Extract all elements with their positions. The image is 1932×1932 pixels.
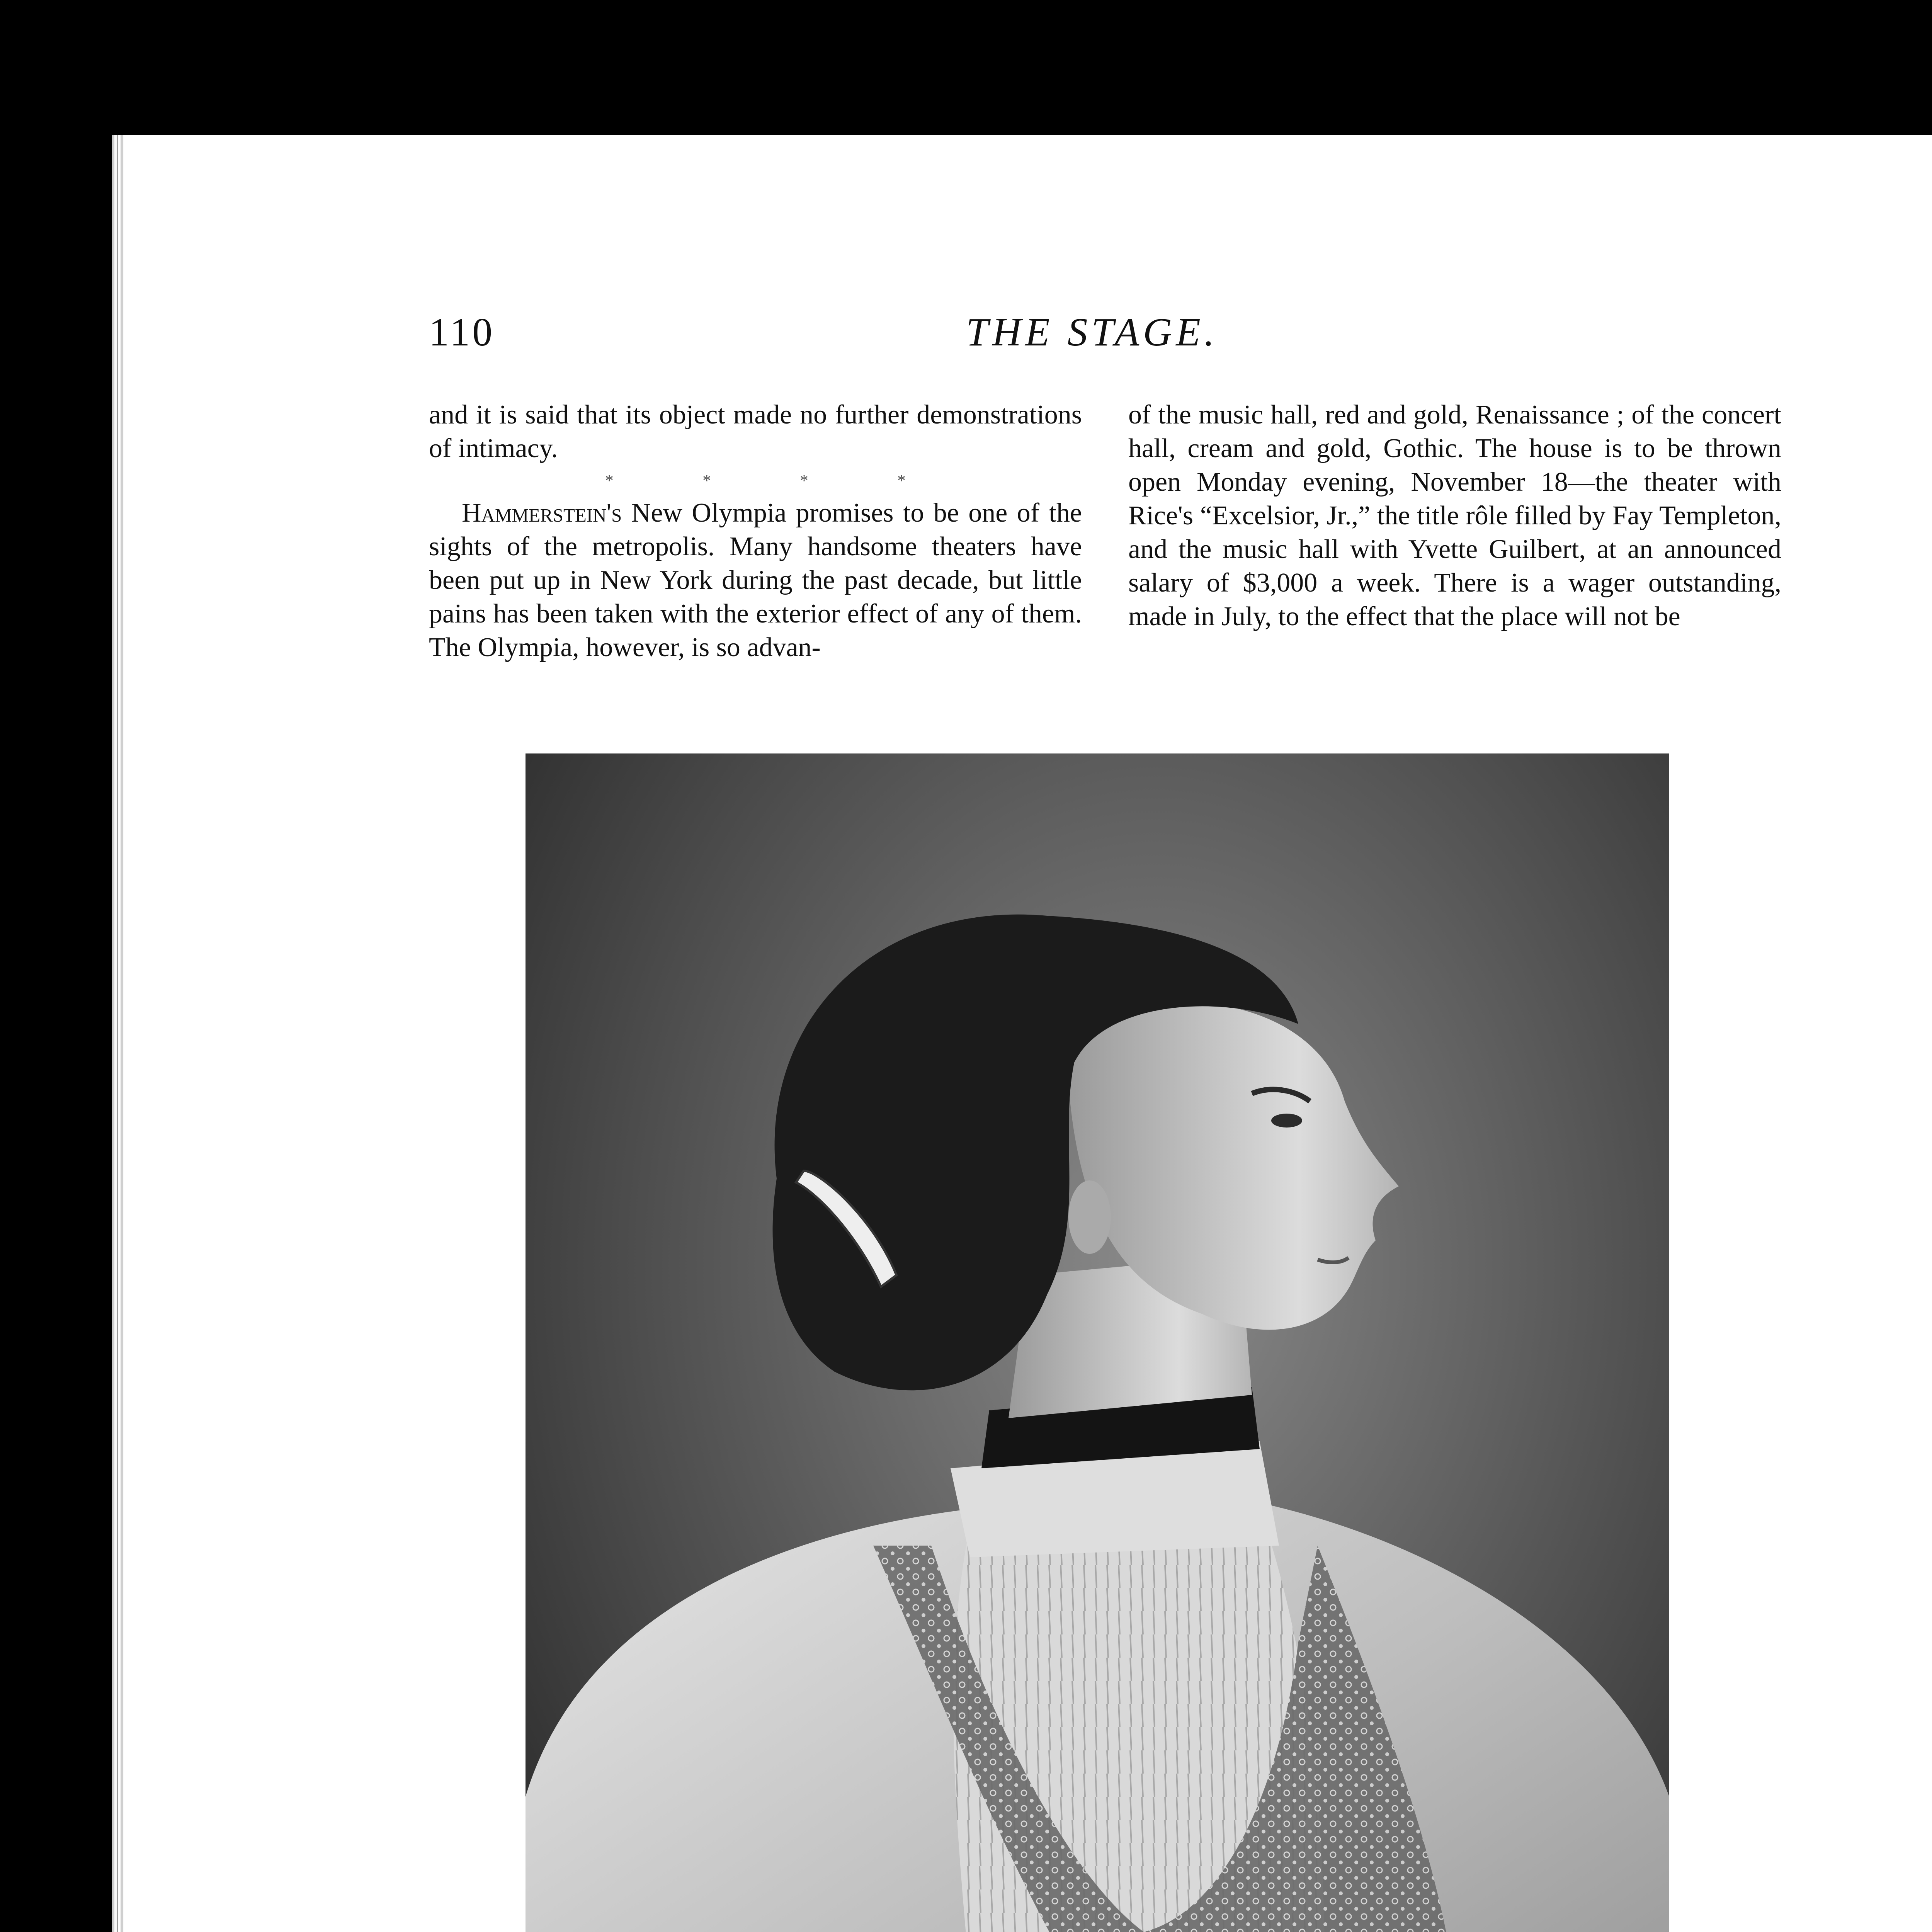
column-top-right xyxy=(1128,398,1781,633)
star-ornament: * xyxy=(702,471,711,490)
star-ornament: * xyxy=(605,471,614,490)
page-number: 110 xyxy=(429,310,495,354)
ear xyxy=(1068,1180,1111,1254)
eye xyxy=(1271,1114,1302,1128)
star-ornament: * xyxy=(897,471,906,490)
lead-in: Hammerstein's xyxy=(462,498,622,528)
paragraph xyxy=(429,496,1082,664)
paragraph: and it is said that its object made no further demonstrations of intimacy. xyxy=(429,400,1082,463)
paragraph: of the music hall, red and gold, Renaissance ; of the concert hall, cream and gold, Gothic. The house is to be thrown open Monday evening, November 18—the theater with Rice's “Excelsior, Jr.,” the title rôle filled by Fay Templeton, and the music hall with Yvette Guilbert, at an announced salary of $3,000 a week. There is a wager outstanding, made in July, to the effect that the place will not be xyxy=(1128,400,1781,631)
column-top-left xyxy=(429,398,1082,664)
section-separator xyxy=(429,465,1082,496)
running-title: THE STAGE. xyxy=(966,310,1218,354)
star-ornament: * xyxy=(800,471,808,490)
paragraph-text: New Olympia promises to be one of the sights of the metropolis. Many handsome theaters have been put up in New York during the past decade, but little pains has been taken with the exterior effect of any of them. The Olympia, however, is so advan- xyxy=(429,498,1082,662)
portrait-image xyxy=(526,753,1669,1932)
portrait-photograph xyxy=(526,753,1669,1932)
